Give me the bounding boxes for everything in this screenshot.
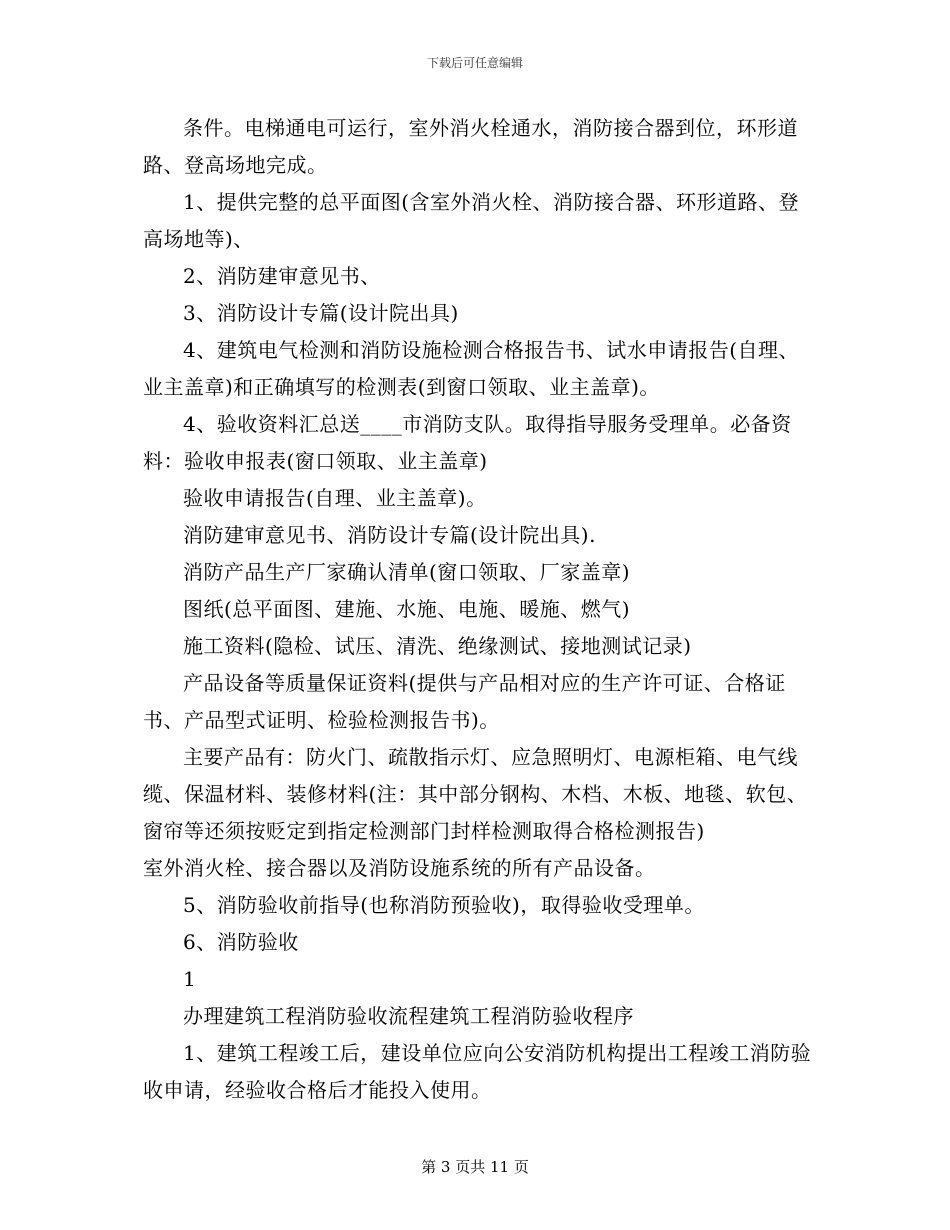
paragraph: 5、消防验收前指导(也称消防预验收)，取得验收受理单。 xyxy=(183,893,705,917)
page-header: 下载后可任意编辑 xyxy=(426,56,523,70)
paragraph: 验收申请报告(自理、业主盖章)。 xyxy=(183,486,487,510)
paragraph: 室外消火栓、接合器以及消防设施系统的所有产品设备。 xyxy=(143,856,656,880)
paragraph: 施工资料(隐检、试压、清洗、绝缘测试、接地测试记录) xyxy=(183,634,692,658)
paragraph: 消防建审意见书、消防设计专篇(设计院出具). xyxy=(183,523,596,547)
paragraph: 4、验收资料汇总送____市消防支队。取得指导服务受理单。必备资料：验收申报表(窗口领取、业主盖章) xyxy=(143,412,792,473)
paragraph: 图纸(总平面图、建施、水施、电施、暖施、燃气) xyxy=(183,597,631,621)
paragraph: 产品设备等质量保证资料(提供与产品相对应的生产许可证、合格证书、产品型式证明、检验检测报告书)。 xyxy=(143,671,786,732)
paragraph: 主要产品有：防火门、疏散指示灯、应急照明灯、电源柜箱、电气线缆、保温材料、装修材料(注：其中部分钢构、木档、木板、地毯、软包、窗帘等还须按贬定到指定检测部门封样检测取得合格检测报告) xyxy=(143,745,808,843)
document-body xyxy=(143,110,813,1109)
page-footer: 第 3 页共 11 页 xyxy=(421,1158,529,1176)
paragraph: 3、消防设计专篇(设计院出具) xyxy=(183,301,459,325)
paragraph: 2、消防建审意见书、 xyxy=(183,264,381,288)
paragraph: 办理建筑工程消防验收流程建筑工程消防验收程序 xyxy=(183,1004,634,1028)
paragraph: 条件。电梯通电可运行，室外消火栓通水，消防接合器到位，环形道路、登高场地完成。 xyxy=(143,116,798,177)
paragraph: 1、建筑工程竣工后，建设单位应向公安消防机构提出工程竣工消防验收申请，经验收合格后才能投入使用。 xyxy=(143,1041,812,1102)
paragraph: 1 xyxy=(183,967,197,991)
paragraph: 4、建筑电气检测和消防设施检测合格报告书、试水申请报告(自理、业主盖章)和正确填写的检测表(到窗口领取、业主盖章)。 xyxy=(143,338,800,399)
paragraph: 消防产品生产厂家确认清单(窗口领取、厂家盖章) xyxy=(183,560,631,584)
paragraph: 1、提供完整的总平面图(含室外消火栓、消防接合器、环形道路、登高场地等)、 xyxy=(143,190,800,251)
paragraph: 6、消防验收 xyxy=(183,930,299,954)
